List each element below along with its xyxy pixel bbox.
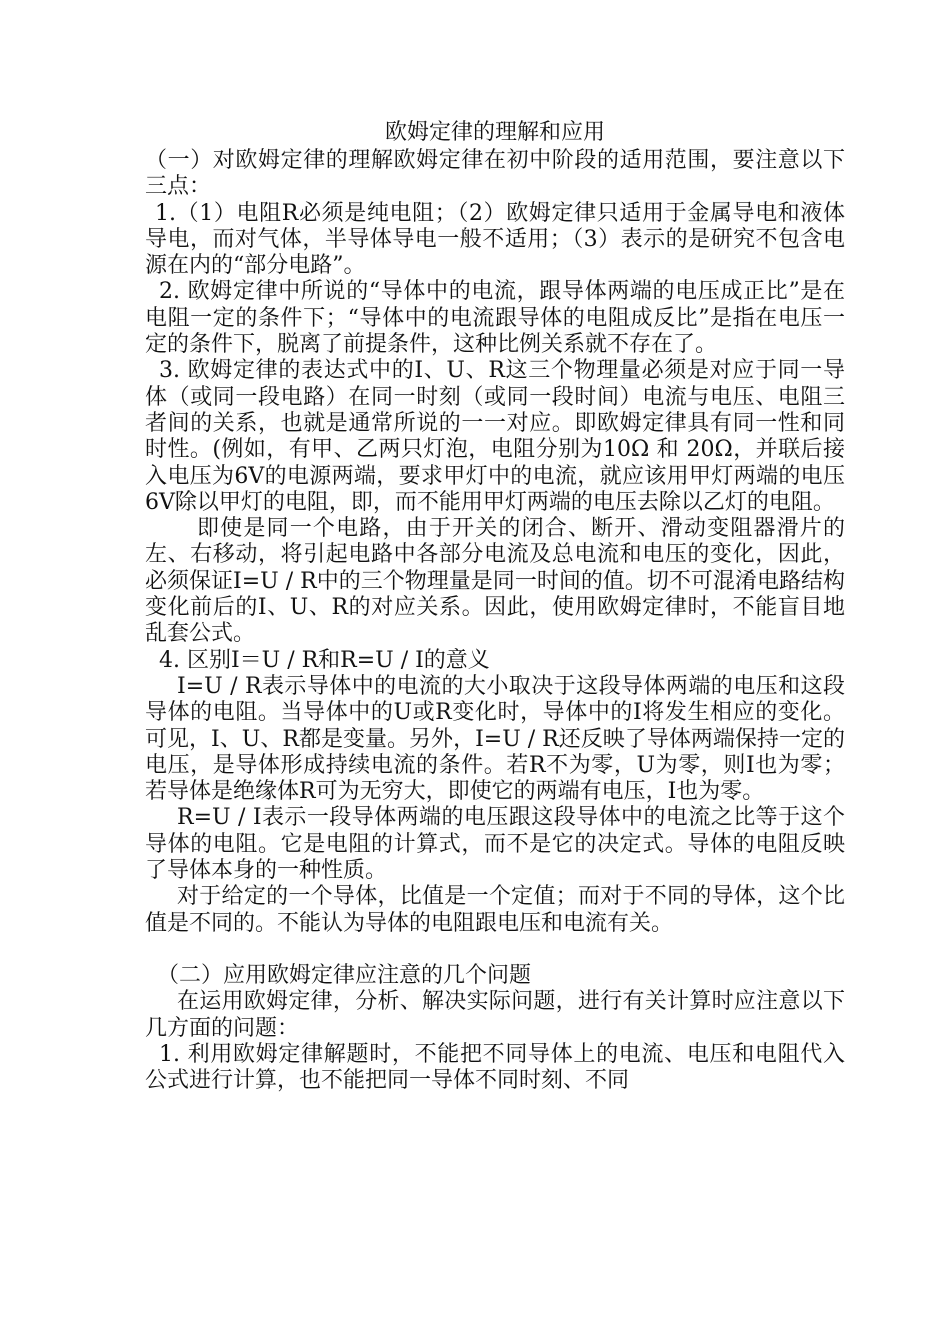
paragraph-point-3: 3. 欧姆定律的表达式中的I、U、R这三个物理量必须是对应于同一导体（或同一段电路）在同一时刻（或同一段时间）电流与电压、电阻三者间的关系，也就是通常所说的一一对应。即欧姆定律具有同一性和同时性。(例如，有甲、乙两只灯泡，电阻分别为10Ω 和 20Ω，并联后接入电压为6V的电源两端，要求甲灯中的电流，就应该用甲灯两端的电压6V除以甲灯的电阻，即，而不能用甲灯两端的电压去除以乙灯的电阻。 (145, 358, 845, 515)
document-title: 欧姆定律的理解和应用 (384, 120, 605, 145)
paragraph-ratio: 对于给定的一个导体，比值是一个定值；而对于不同的导体，这个比值是不同的。不能认为导体的电阻跟电压和电流有关。 (145, 884, 845, 936)
blank-line (145, 937, 845, 963)
paragraph-section1-intro: （一）对欧姆定律的理解欧姆定律在初中阶段的适用范围，要注意以下三点： (145, 148, 845, 200)
paragraph-section2-heading: （二）应用欧姆定律应注意的几个问题 (157, 962, 532, 988)
paragraph-r-formula: R=U / I表示一段导体两端的电压跟这段导体中的电流之比等于这个导体的电阻。它是电阻的计算式，而不是它的决定式。导体的电阻反映了导体本身的一种性质。 (145, 805, 845, 884)
document-page (145, 118, 845, 1094)
paragraph-i-formula: I=U / R表示导体中的电流的大小取决于这段导体两端的电压和这段导体的电阻。当导体中的U或R变化时，导体中的I将发生相应的变化。可见，I、U、R都是变量。另外，I=U / R还反映了导体两端保持一定的电压，是导体形成持续电流的条件。若R不为零，U为零，则I也为零；若导体是绝缘体R可为无穷大，即使它的两端有电压，I也为零。 (145, 673, 845, 805)
paragraph-section2-point-1: 1. 利用欧姆定律解题时，不能把不同导体上的电流、电压和电阻代入公式进行计算，也不能把同一导体不同时刻、不同 (145, 1041, 845, 1094)
paragraph-point-2: 2. 欧姆定律中所说的“导体中的电流，跟导体两端的电压成正比”是在电阻一定的条件下；“导体中的电流跟导体的电阻成反比”是指在电压一定的条件下，脱离了前提条件，这种比例关系就不存在了。 (145, 279, 845, 358)
paragraph-point-4-heading: 4. 区别I＝U / R和R=U / I的意义 (159, 647, 490, 673)
paragraph-point-1: 1.（1）电阻R必须是纯电阻；（2）欧姆定律只适用于金属导电和液体导电，而对气体，半导体导电一般不适用；（3）表示的是研究不包含电源在内的“部分电路”。 (145, 200, 845, 279)
paragraph-section2-intro: 在运用欧姆定律，分析、解决实际问题，进行有关计算时应注意以下几方面的问题： (145, 989, 845, 1041)
paragraph-point-3-continued: 即使是同一个电路，由于开关的闭合、断开、滑动变阻器滑片的左、右移动，将引起电路中各部分电流及总电流和电压的变化，因此，必须保证I=U / R中的三个物理量是同一时间的值。切不可混淆电路结构变化前后的I、U、R的对应关系。因此，使用欧姆定律时，不能盲目地乱套公式。 (145, 516, 845, 647)
